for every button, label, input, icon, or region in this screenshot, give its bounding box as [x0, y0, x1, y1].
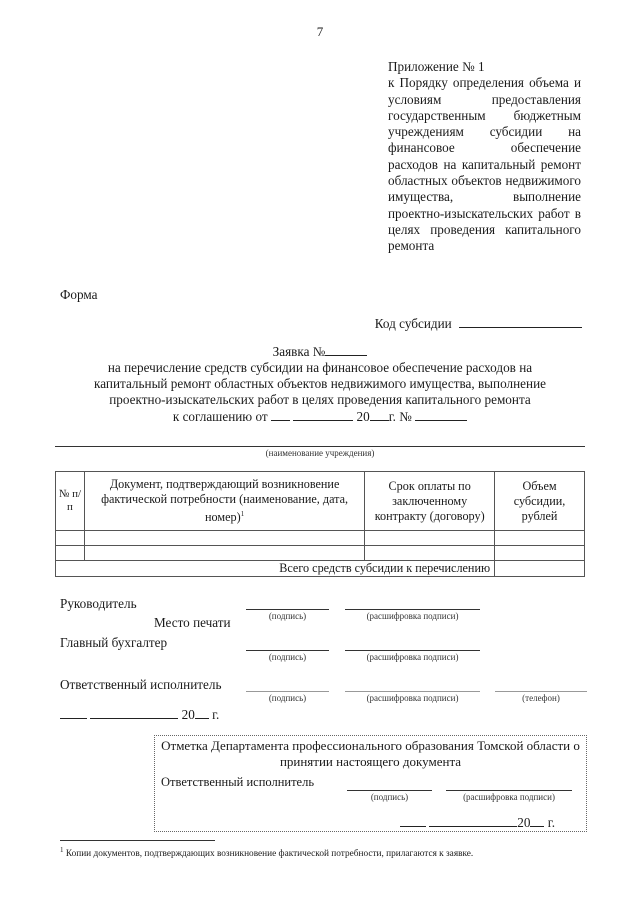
approval-date-year-suffix: г.: [547, 815, 555, 830]
form-label: Форма: [60, 287, 98, 302]
date-year-prefix: 20: [181, 707, 195, 722]
accountant-decoding-field[interactable]: [345, 650, 480, 651]
accountant-signature-field[interactable]: [246, 650, 329, 651]
agreement-month-field[interactable]: [293, 408, 353, 421]
agreement-prefix: к соглашению от: [172, 409, 268, 424]
header-number: № п/п: [56, 472, 85, 531]
request-line-3: проектно-изыскательских работ в целях проведения капитального ремонта: [109, 392, 531, 407]
total-label: Всего средств субсидии к перечислению: [56, 561, 495, 577]
executor-signature-field[interactable]: [246, 691, 329, 692]
approval-executor-label: Ответственный исполнитель: [161, 775, 315, 789]
institution-name-caption: (наименование учреждения): [265, 448, 375, 458]
subsidy-table: [55, 471, 585, 577]
approval-title: [154, 738, 587, 770]
accountant-signature-caption: (подпись): [268, 652, 307, 662]
cell-document[interactable]: [84, 531, 364, 546]
header-document-label: Документ, подтверждающий возникновение фактической потребности (наименование, дата, номер): [101, 476, 349, 525]
cell-amount[interactable]: [495, 531, 585, 546]
request-title-row: [55, 343, 585, 360]
cell-payment-term[interactable]: [365, 546, 495, 561]
request-line-1: на перечисление средств субсидии на финансовое обеспечение расходов на: [107, 360, 533, 375]
appendix-title: Приложение № 1: [388, 59, 485, 74]
head-label: Руководитель: [60, 596, 137, 611]
footnote: [60, 846, 473, 859]
date-year-field[interactable]: [195, 706, 209, 719]
accountant-decoding-caption: (расшифровка подписи): [366, 652, 459, 662]
request-title: Заявка №: [272, 344, 326, 359]
date-row: [60, 706, 219, 723]
appendix-header: [388, 59, 581, 255]
subsidy-code-field[interactable]: [459, 315, 582, 328]
table-header-row: [56, 472, 585, 531]
cell-number[interactable]: [56, 546, 85, 561]
request-number-field[interactable]: [325, 343, 367, 356]
chief-accountant-label: Главный бухгалтер: [60, 635, 168, 650]
request-heading: [55, 343, 585, 425]
approval-date-year-field[interactable]: [530, 814, 544, 827]
head-signature-field[interactable]: [246, 609, 329, 610]
head-decoding-field[interactable]: [345, 609, 480, 610]
request-line-2: капитальный ремонт областных объектов недвижимого имущества, выполнение: [94, 376, 546, 391]
approval-title-line-1: Отметка Департамента профессионального образования Томской области о: [161, 738, 580, 753]
executor-phone-caption: (телефон): [522, 693, 560, 703]
page-number: 7: [316, 24, 324, 39]
header-payment-term: Срок оплаты по заключенному контракту (договору): [365, 472, 495, 531]
approval-signature-field[interactable]: [347, 790, 432, 791]
approval-date-row: [400, 814, 555, 831]
footnote-text: Копии документов, подтверждающих возникновение фактической потребности, прилагаются к заявке.: [65, 849, 474, 860]
cell-number[interactable]: [56, 531, 85, 546]
institution-name-field[interactable]: [55, 446, 585, 447]
date-year-suffix: г.: [212, 707, 220, 722]
footnote-separator: [60, 840, 215, 841]
subsidy-code: [375, 315, 582, 332]
table-total-row: [56, 561, 585, 577]
total-value[interactable]: [495, 561, 585, 577]
footnote-mark: 1: [60, 846, 64, 854]
table-row: [56, 546, 585, 561]
agreement-year-prefix: 20: [356, 409, 370, 424]
agreement-day-field[interactable]: [271, 408, 290, 421]
cell-payment-term[interactable]: [365, 531, 495, 546]
approval-signature-caption: (подпись): [370, 792, 409, 802]
cell-amount[interactable]: [495, 546, 585, 561]
executor-label: Ответственный исполнитель: [60, 677, 222, 692]
agreement-number-field[interactable]: [415, 408, 467, 421]
appendix-body: к Порядку определения объема и условиям предоставления государственным бюджетным учреждениям субсидии на финансовое обеспечение расходов на капитальный ремонт областных объектов недвижимого имущества, выполнение проектно-изыскательских работ в целях проведения капитального ремонта: [388, 75, 581, 254]
approval-decoding-field[interactable]: [446, 790, 572, 791]
agreement-year-suffix: г. №: [388, 409, 412, 424]
header-subsidy-amount: Объем субсидии, рублей: [495, 472, 585, 531]
header-document: [84, 472, 364, 531]
approval-date-day-field[interactable]: [400, 814, 426, 827]
date-month-field[interactable]: [90, 706, 178, 719]
header-footnote-mark: 1: [240, 509, 245, 518]
head-signature-caption: (подпись): [268, 611, 307, 621]
date-day-field[interactable]: [60, 706, 87, 719]
executor-decoding-field[interactable]: [345, 691, 480, 692]
subsidy-code-label: Код субсидии: [374, 316, 452, 331]
approval-title-line-2: принятии настоящего документа: [279, 754, 462, 769]
table-row: [56, 531, 585, 546]
approval-date-year-prefix: 20: [517, 815, 531, 830]
executor-phone-field[interactable]: [495, 691, 587, 692]
seal-label: Место печати: [154, 615, 231, 630]
executor-decoding-caption: (расшифровка подписи): [366, 693, 459, 703]
agreement-row: [55, 408, 585, 425]
approval-date-month-field[interactable]: [429, 814, 517, 827]
head-decoding-caption: (расшифровка подписи): [366, 611, 459, 621]
agreement-year-field[interactable]: [370, 408, 389, 421]
cell-document[interactable]: [84, 546, 364, 561]
executor-signature-caption: (подпись): [268, 693, 307, 703]
approval-decoding-caption: (расшифровка подписи): [463, 792, 555, 802]
